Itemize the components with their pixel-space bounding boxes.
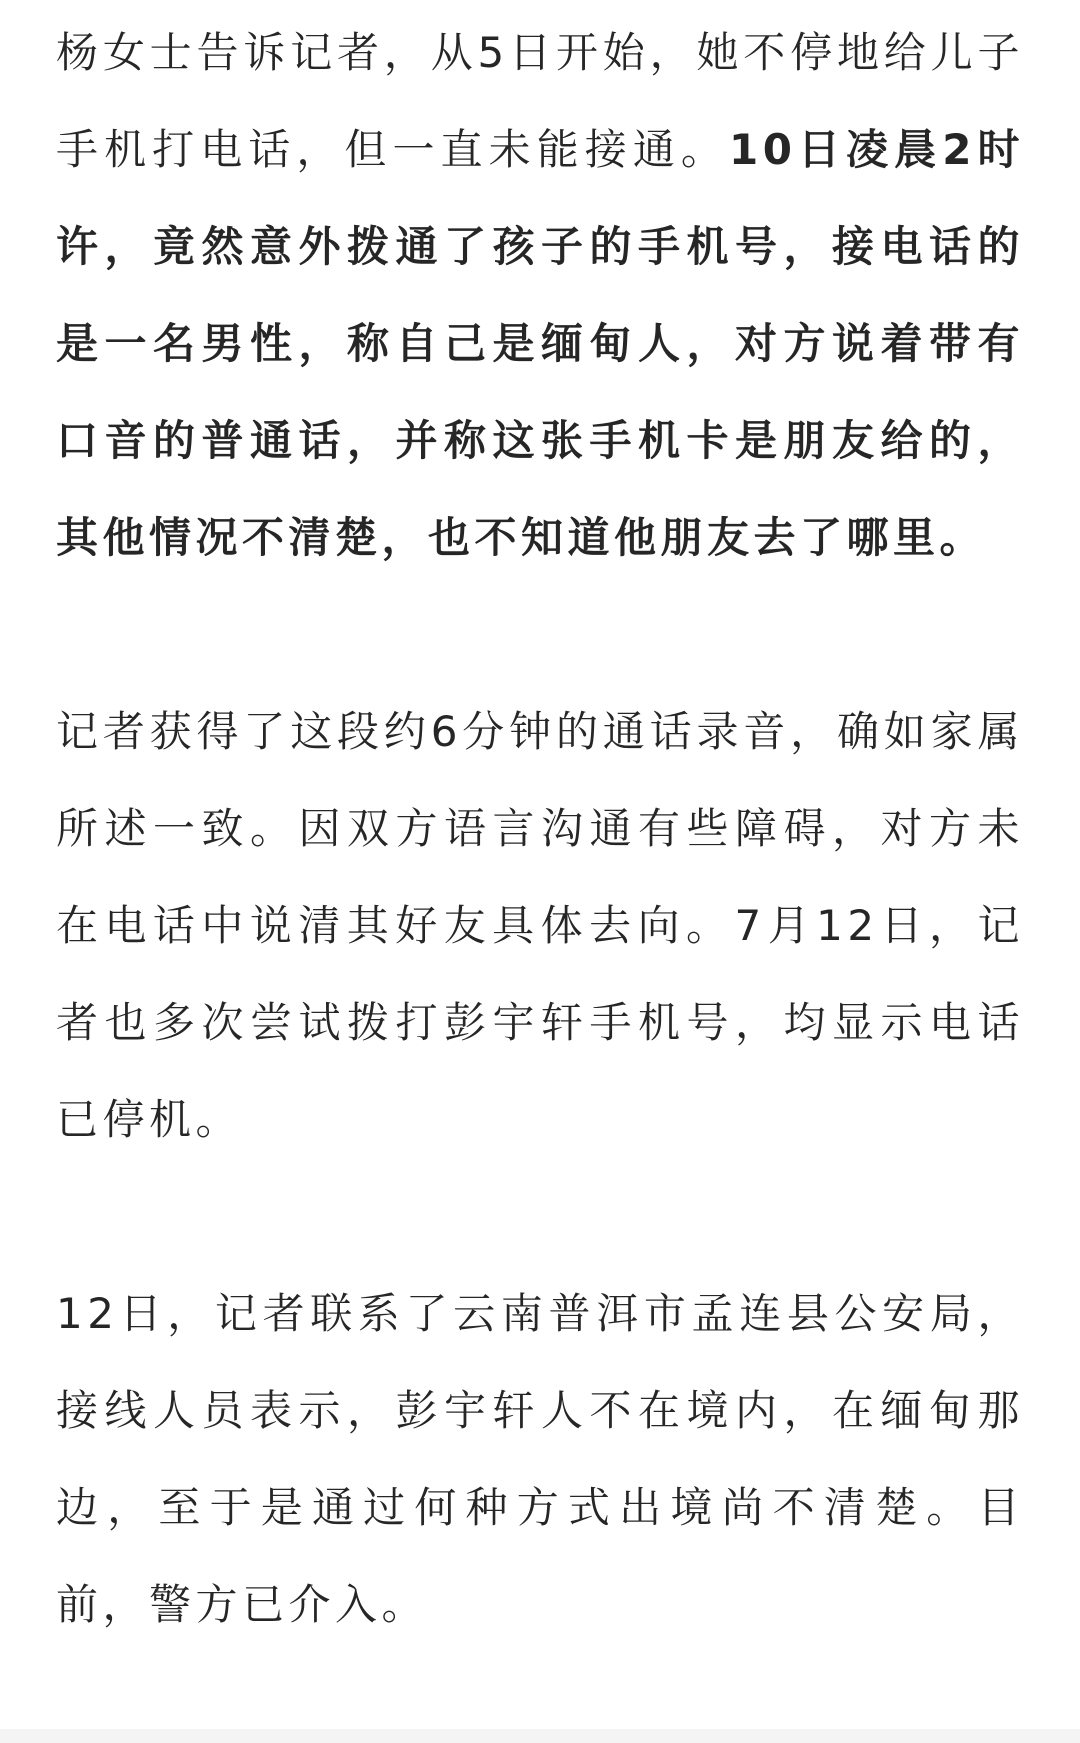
paragraph-1-text: 杨女士告诉记者，从5日开始，她不停地给儿子手机打电话，但一直未能接通。 <box>56 28 1024 174</box>
paragraph-3-text: 12日，记者联系了云南普洱市孟连县公安局，接线人员表示，彭宇轩人不在境内，在缅甸那边，至于是通过何种方式出境尚不清楚。目前，警方已介入。 <box>56 1289 1024 1629</box>
bottom-divider <box>0 1729 1080 1743</box>
paragraph-1-bold-text: 10日凌晨2时许，竟然意外拨通了孩子的手机号，接电话的是一名男性，称自己是缅甸人，对方说着带有口音的普通话，并称这张手机卡是朋友给的，其他情况不清楚，也不知道他朋友去了哪里。 <box>56 125 1024 562</box>
article-body <box>56 4 1024 1653</box>
paragraph-1 <box>56 4 1024 586</box>
paragraph-3 <box>56 1265 1024 1653</box>
paragraph-2-text: 记者获得了这段约6分钟的通话录音，确如家属所述一致。因双方语言沟通有些障碍，对方未在电话中说清其好友具体去向。7月12日，记者也多次尝试拨打彭宇轩手机号，均显示电话已停机。 <box>56 707 1024 1144</box>
paragraph-2 <box>56 683 1024 1168</box>
